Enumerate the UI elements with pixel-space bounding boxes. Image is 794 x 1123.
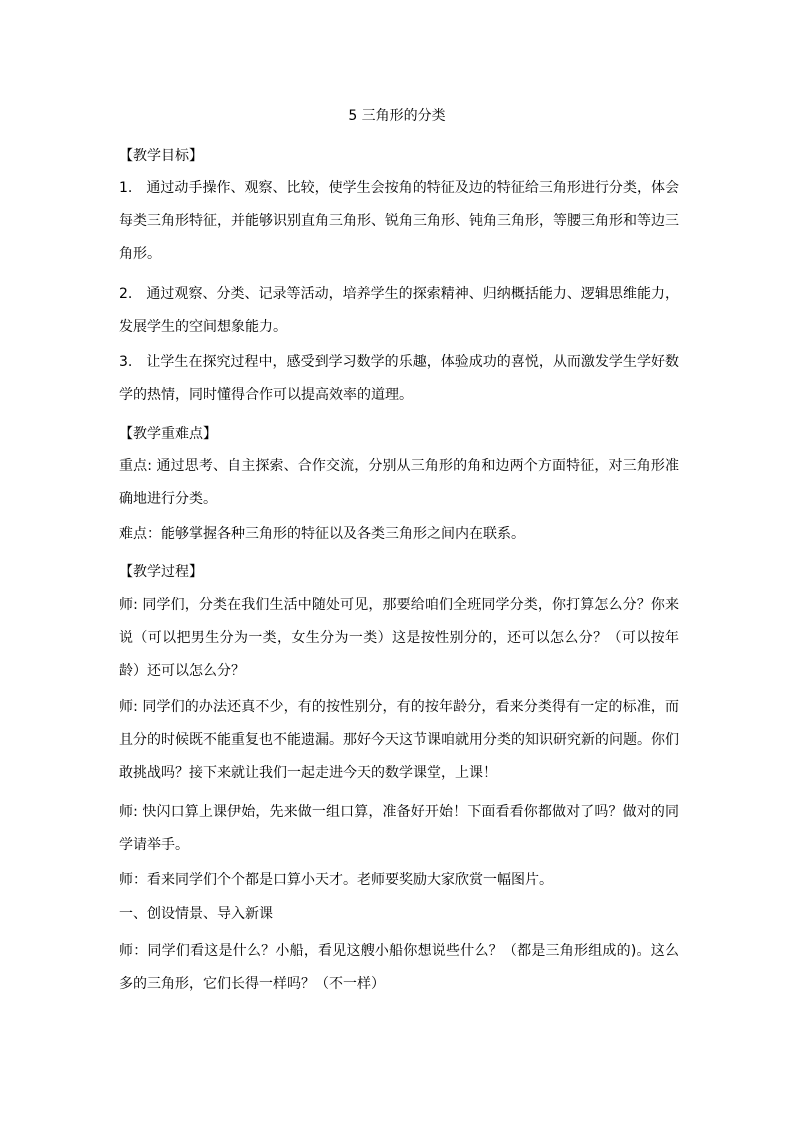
process-paragraph-2: 师: 同学们的办法还真不少，有的按性别分，有的按年龄分，看来分类得有一定的标准，而且分的时候既不能重复也不能遗漏。那好今天这节课咱就用分类的知识研究新的问题。你们敢挑战吗？接下来就让我们一起走进今天的数学课堂，上课！ <box>119 699 679 781</box>
document-title: 5 三角形的分类 <box>348 108 446 124</box>
process-heading: 【教学过程】 <box>119 564 203 580</box>
process-paragraph-3: 师: 快闪口算上课伊始，先来做一组口算，准备好开始！下面看看你都做对了吗？做对的同学请举手。 <box>119 804 679 853</box>
difficulty-paragraph: 难点：能够掌握各种三角形的特征以及各类三角形之间内在联系。 <box>119 526 525 542</box>
process-paragraph-5: 师：同学们看这是什么？小船，看见这艘小船你想说些什么？（都是三角形组成的)。这么多的三角形，它们长得一样吗？（不一样） <box>119 943 679 992</box>
key-point-paragraph: 重点: 通过思考、自主探索、合作交流，分别从三角形的角和边两个方面特征，对三角形准确地进行分类。 <box>119 458 679 507</box>
process-paragraph-1: 师: 同学们，分类在我们生活中随处可见，那要给咱们全班同学分类，你打算怎么分？你来说（可以把男生分为一类，女生分为一类）这是按性别分的，还可以怎么分？（可以按年龄）还可以怎么分？ <box>119 597 679 679</box>
goal-3-paragraph: 3. 让学生在探究过程中，感受到学习数学的乐趣，体验成功的喜悦，从而激发学生学好数学的热情，同时懂得合作可以提高效率的道理。 <box>119 354 679 403</box>
goals-heading: 【教学目标】 <box>119 148 203 164</box>
key-points-heading: 【教学重难点】 <box>119 426 217 442</box>
section-heading-intro: 一、创设情景、导入新课 <box>119 906 273 922</box>
process-paragraph-4: 师：看来同学们个个都是口算小天才。老师要奖励大家欣赏一幅图片。 <box>119 872 553 888</box>
goal-2-paragraph: 2. 通过观察、分类、记录等活动，培养学生的探索精神、归纳概括能力、逻辑思维能力，发展学生的空间想象能力。 <box>119 286 679 335</box>
goal-1-paragraph: 1. 通过动手操作、观察、比较，使学生会按角的特征及边的特征给三角形进行分类，体会每类三角形特征，并能够识别直角三角形、锐角三角形、钝角三角形，等腰三角形和等边三角形。 <box>119 180 679 262</box>
